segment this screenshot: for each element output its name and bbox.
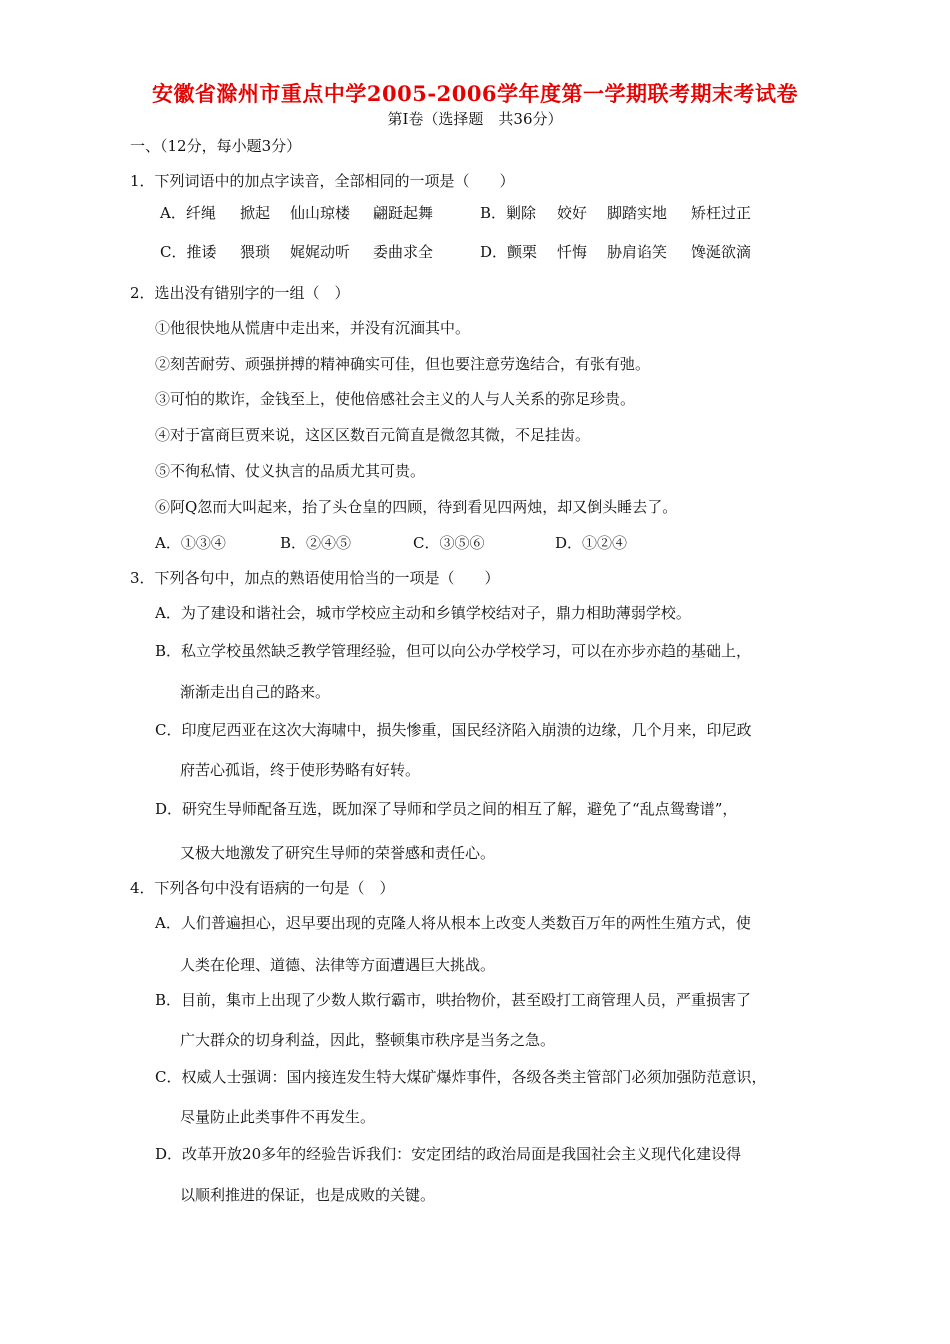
- q2-item-1: ①他很快地从慌唐中走出来，并没有沉湎其中。: [155, 319, 471, 337]
- q4-option-c: C．权威人士强调：国内接连发生特大煤矿爆炸事件，各级各类主管部门必须加强防范意识，: [155, 1068, 767, 1086]
- q2-item-4: ④对于富商巨贾来说，这区区数百元简直是微忽其微，不足挂齿。: [155, 426, 591, 444]
- q4-option-c-cont: 尽量防止此类事件不再发生。: [180, 1108, 376, 1126]
- section-heading: 一、（12分，每小题3分）: [130, 137, 302, 155]
- q1-b-label: B．剿除: [480, 204, 537, 222]
- q3-option-a: A．为了建设和谐社会，城市学校应主动和乡镇学校结对子，鼎力相助薄弱学校。: [155, 604, 691, 622]
- q4-stem: 4．下列各句中没有语病的一句是（ ）: [130, 879, 395, 897]
- q2-option-c: C．③⑤⑥: [413, 534, 485, 552]
- q1-a-word4: 翩跹起舞: [373, 204, 434, 222]
- q1-c-label: C．推诿: [160, 243, 217, 261]
- q1-c-word3: 娓娓动听: [290, 243, 351, 261]
- q2-option-d: D．①②④: [555, 534, 628, 552]
- q1-a-label: A．纤绳: [160, 204, 216, 222]
- q1-a-word3: 仙山琼楼: [290, 204, 351, 222]
- q4-option-d-cont: 以顺利推进的保证，也是成败的关键。: [180, 1186, 436, 1204]
- q2-item-2: ②刻苦耐劳、顽强拼搏的精神确实可佳，但也要注意劳逸结合，有张有弛。: [155, 355, 651, 373]
- exam-title: 安徽省滁州市重点中学2005-2006学年度第一学期联考期末考试卷: [151, 81, 799, 106]
- q1-b-word2: 姣好: [557, 204, 588, 222]
- q1-b-word4: 矫枉过正: [691, 204, 752, 222]
- q2-item-5: ⑤不徇私情、仗义执言的品质尤其可贵。: [155, 462, 426, 480]
- q1-d-word3: 胁肩谄笑: [607, 243, 668, 261]
- q1-a-word2: 掀起: [240, 204, 271, 222]
- q2-item-6: ⑥阿Q忽而大叫起来，抬了头仓皇的四顾，待到看见四两烛，却又倒头睡去了。: [155, 498, 678, 516]
- q4-option-d: D．改革开放20多年的经验告诉我们：安定团结的政治局面是我国社会主义现代化建设得: [155, 1145, 742, 1163]
- q4-option-a: A．人们普遍担心，迟早要出现的克隆人将从根本上改变人类数百万年的两性生殖方式，使: [155, 914, 751, 932]
- q3-option-d: D．研究生导师配备互选，既加深了导师和学员之间的相互了解，避免了“乱点鸳鸯谱”，: [155, 800, 738, 818]
- q2-option-a: A．①③④: [155, 534, 226, 552]
- q3-option-c-cont: 府苦心孤诣，终于使形势略有好转。: [180, 761, 421, 779]
- q4-option-b: B．目前，集市上出现了少数人欺行霸市，哄抬物价，甚至殴打工商管理人员，严重损害了: [155, 991, 752, 1009]
- q4-option-b-cont: 广大群众的切身利益，因此，整顿集市秩序是当务之急。: [180, 1031, 556, 1049]
- q3-option-b-cont: 渐渐走出自己的路来。: [180, 683, 331, 701]
- q2-item-3: ③可怕的欺诈，金钱至上，使他倍感社会主义的人与人关系的弥足珍贵。: [155, 390, 636, 408]
- q1-stem: 1．下列词语中的加点字读音，全部相同的一项是（ ）: [130, 172, 515, 190]
- q1-d-word2: 忏悔: [557, 243, 588, 261]
- q2-stem: 2．选出没有错别字的一组（ ）: [130, 284, 350, 302]
- q1-d-word4: 馋涎欲滴: [691, 243, 752, 261]
- q1-b-word3: 脚踏实地: [607, 204, 668, 222]
- q3-option-c: C．印度尼西亚在这次大海啸中，损失惨重，国民经济陷入崩溃的边缘，几个月来，印尼政: [155, 721, 752, 739]
- q1-c-word2: 猥琐: [240, 243, 271, 261]
- q3-stem: 3．下列各句中，加点的熟语使用恰当的一项是（ ）: [130, 569, 500, 587]
- exam-subtitle: 第Ⅰ卷（选择题 共36分）: [387, 110, 563, 128]
- q4-option-a-cont: 人类在伦理、道德、法律等方面遭遇巨大挑战。: [180, 956, 496, 974]
- q1-c-word4: 委曲求全: [373, 243, 434, 261]
- q1-d-label: D．颤栗: [480, 243, 538, 261]
- q3-option-d-cont: 又极大地激发了研究生导师的荣誉感和责任心。: [180, 844, 496, 862]
- q2-option-b: B．②④⑤: [280, 534, 352, 552]
- q3-option-b: B．私立学校虽然缺乏教学管理经验，但可以向公办学校学习，可以在亦步亦趋的基础上，: [155, 642, 752, 660]
